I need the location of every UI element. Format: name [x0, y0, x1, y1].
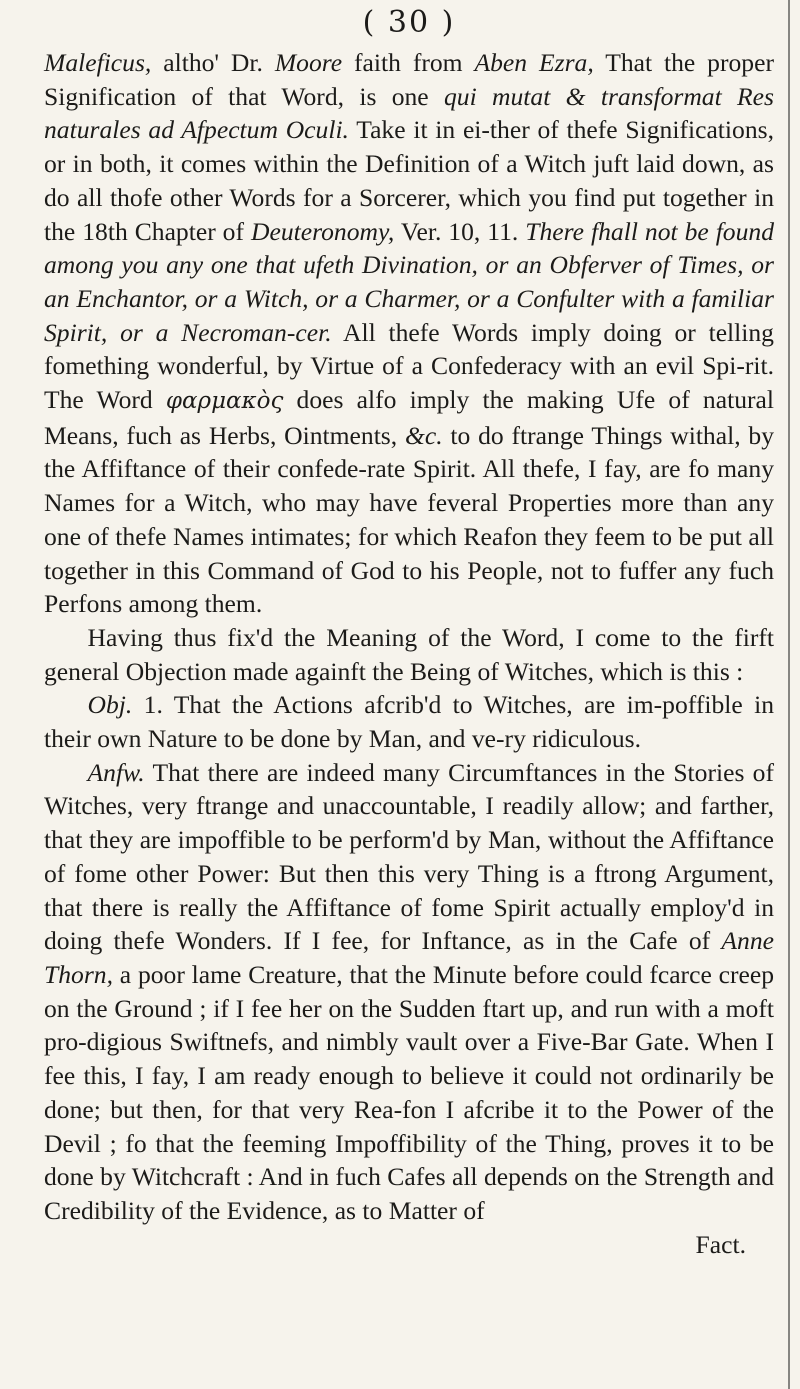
text-run: a poor lame Creature, that the Minute before could fcarce creep on the Ground ; if I fee her on the Sudden ftart up, and run with a moft pro-digious Swiftnefs, and nimbly vault over a Five-Bar Gate. When I fee this, I fay, I am ready enough to believe it could not ordinarily be done; but then, for that very Rea-fon I afcribe it to the Power of the Devil ; fo that the feeming Impoffibility of the Thing, proves it to be done by Witchcraft : And in fuch Cafes all depends on the Strength and Credibility of the Evidence, as to Matter of: [44, 959, 774, 1225]
text-run: Ver. 10, 11.: [394, 216, 526, 246]
objection-label: Obj.: [87, 690, 133, 720]
greek-word: φαρμακὸς: [165, 388, 284, 415]
paragraph-1: [44, 46, 774, 621]
paragraph-objection: [44, 688, 774, 755]
author-name: Moore: [274, 48, 343, 77]
answer-label: Anfw.: [87, 757, 145, 787]
text-run: to do ftrange Things withal, by the Affiftance of their confede-rate Spirit. All thefe, I fay, are fo many Names for a Witch, who may have feveral Properties more than any one of thefe Names intimates; for which Reafon they feem to be put all together in this Command of God to his People, not to fuffer any fuch Perfons among them.: [44, 420, 774, 619]
text-run: Take it in ei-ther of thefe Significations, or in both, it comes within the Definition of a Witch juft laid down, as do all thofe other Words for a Sorcerer, which you find put together in the 18th Chapter of: [44, 115, 774, 246]
page-number: ( 30 ): [362, 5, 456, 40]
catchword: Fact.: [695, 1229, 746, 1259]
scripture-quote: There fhall not be found among you any one that ufeth Divination, or an Obferver of Times, or an Enchantor, or a Witch, or a Charmer, or a Confulter with a familiar Spirit, or a Necroman-cer.: [44, 216, 774, 347]
latin-term: Maleficus,: [44, 48, 152, 77]
text-run: That there are indeed many Circumftances in the Stories of Witches, very ftrange and unaccountable, I readily allow; and farther, that they are impoffible to be perform'd by Man, without the Affiftance of fome other Power: But then this very Thing is a ftrong Argument, that there is really the Affiftance of fome Spirit actually employ'd in doing thefe Wonders. If I fee, for Inftance, as in the Cafe of: [44, 757, 774, 956]
person-name: Anne Thorn,: [44, 926, 774, 989]
etc-abbrev: &c.: [404, 420, 443, 450]
text-run: faith from: [342, 48, 475, 77]
text-run: altho' Dr.: [151, 48, 275, 77]
paragraph-answer: [44, 756, 774, 1228]
page-edge-line: [788, 0, 790, 1389]
book-title: Deuteronomy,: [250, 216, 395, 246]
text-run: That the proper Signification of that Word, is one: [44, 48, 774, 111]
author-name: Aben Ezra,: [474, 48, 594, 77]
text-run: does alfo imply the making Ufe of natural Means, fuch as Herbs, Ointments,: [44, 385, 774, 450]
paragraph-2: Having thus fix'd the Meaning of the Word, I come to the firft general Objection made againft the Being of Witches, which is this :: [44, 622, 774, 686]
text-run: All thefe Words imply doing or telling fomething wonderful, by Virtue of a Confederacy with an evil Spi-rit. The Word: [44, 317, 774, 415]
body-text: [44, 46, 774, 1228]
latin-quote: qui mutat & transformat Res naturales ad Afpectum Oculi.: [44, 81, 774, 145]
text-run: 1. That the Actions afcrib'd to Witches, are im-poffible in their own Nature to be done by Man, and ve-ry ridiculous.: [44, 690, 774, 754]
